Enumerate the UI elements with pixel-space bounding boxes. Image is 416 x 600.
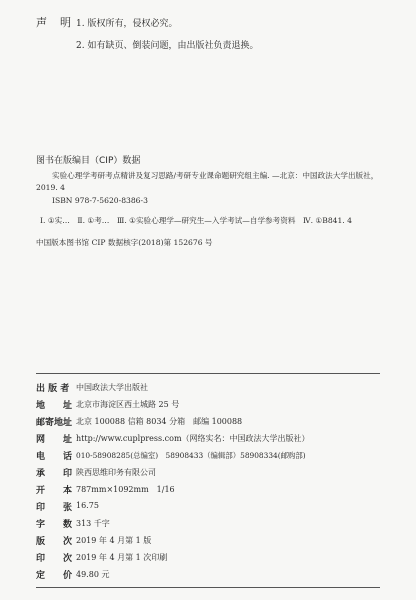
declaration-line-2: 2. 如有缺页、倒装问题，由出版社负责退换。 [76,41,259,51]
publisher-value: 中国政法大学出版社 [76,383,148,392]
word-count-value: 313 千字 [76,519,110,528]
format-label: 开 本 [36,486,73,496]
cip-title: 图书在版编目（CIP）数据 [36,156,141,166]
price-value: 49.80 元 [76,570,110,579]
mailing-address-value: 北京 100088 信箱 8034 分箱 邮编 100088 [76,417,243,426]
declaration-label: 声 明 [36,16,72,29]
phone-label: 电 话 [36,452,73,462]
mailing-address-label: 邮寄地址 [36,418,73,428]
address-label: 地 址 [36,401,73,411]
edition-value: 2019 年 4 月第 1 版 [76,536,152,545]
sheets-value: 16.75 [76,501,99,510]
edition-label: 版 次 [36,537,73,547]
address-value: 北京市海淀区西土城路 25 号 [76,400,180,409]
cip-line-2: 2019. 4 [36,183,65,192]
website-value: http://www.cuplpress.com（网络实名：中国政法大学出版社） [76,434,310,443]
cip-isbn: ISBN 978-7-5620-8386-3 [52,196,148,205]
cip-classification: Ⅰ. ①实… Ⅱ. ①考… Ⅲ. ①实验心理学—研究生—入学考试—自学参考资料 Ⅳ. ①B841. 4 [40,216,352,225]
price-label: 定 价 [36,571,73,581]
printer-label: 承 印 [36,469,73,479]
printer-value: 陕西思维印务有限公司 [76,468,156,477]
printing-label: 印 次 [36,554,73,564]
printing-value: 2019 年 4 月第 1 次印刷 [76,553,168,562]
word-count-label: 字 数 [36,520,73,530]
website-label: 网 址 [36,435,73,445]
top-rule [36,373,380,374]
publisher-label: 出 版 者 [36,384,70,394]
cip-record-number: 中国版本图书馆 CIP 数据核字(2018)第 152676 号 [36,238,213,247]
format-value: 787mm×1092mm 1/16 [76,485,175,494]
sheets-label: 印 张 [36,503,73,513]
cip-line-1: 实验心理学考研考点精讲及复习思路/考研专业课命题研究组主编. —北京：中国政法大学出版社， [52,171,379,180]
bottom-rule [36,587,380,588]
phone-value: 010-58908285(总编室) 58908433（编辑部）58908334(邮购部) [76,451,306,460]
declaration-line-1: 1. 版权所有，侵权必究。 [76,19,178,29]
